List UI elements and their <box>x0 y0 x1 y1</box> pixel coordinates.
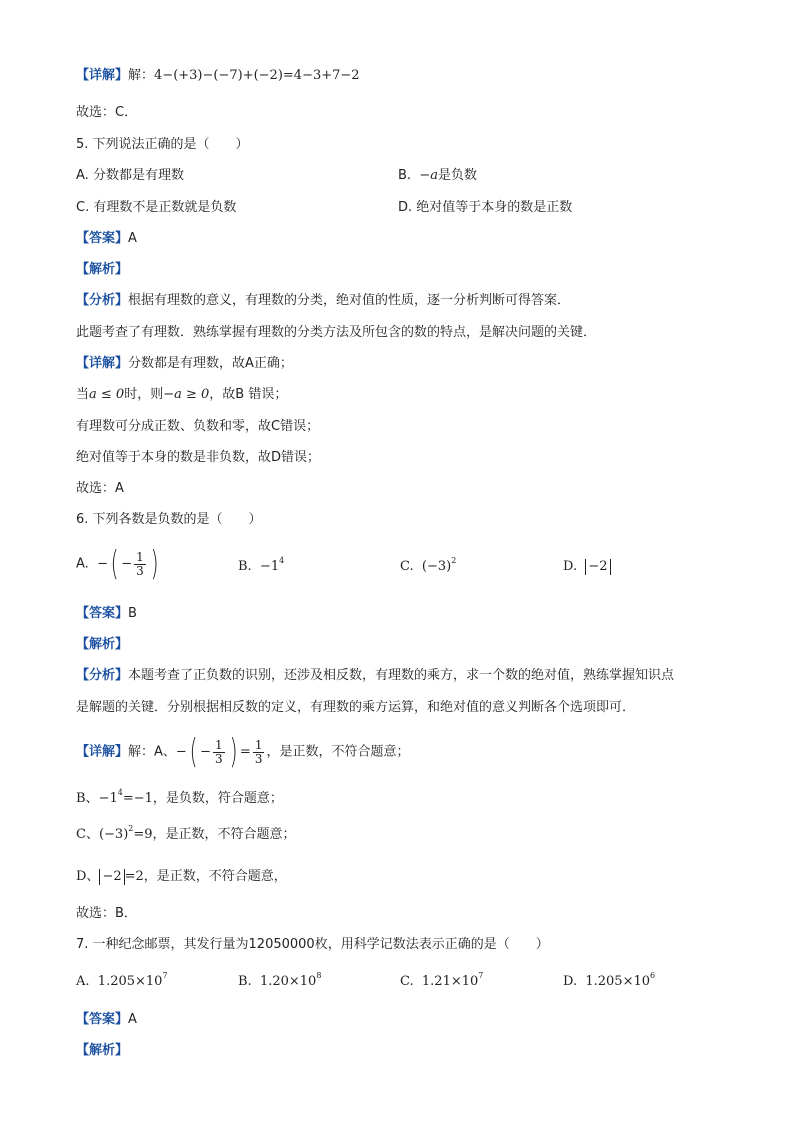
q5-conclusion: 故选：A <box>76 481 124 496</box>
neg-sign: − <box>97 556 108 572</box>
q7-answer: 【答案】A <box>76 1012 137 1027</box>
q6-stem: 6. 下列各数是负数的是（ ） <box>76 512 262 527</box>
detail-prefix: 解： <box>128 68 155 83</box>
detail-expression: 4−(+3)−(−7)+(−2)=4−3+7−2 <box>154 68 360 83</box>
q5-detail-c: 有理数可分成正数、负数和零，故C错误； <box>76 419 320 434</box>
q6-analysis-tag: 【解析】 <box>76 637 129 652</box>
q5-answer: 【答案】A <box>76 231 137 246</box>
q6-fenxi-1: 【分析】本题考查了正负数的识别，还涉及相反数，有理数的乘方，求一个数的绝对值，熟练掌握知识点 <box>76 668 675 683</box>
q6-fenxi-2: 是解题的关键．分别根据相反数的定义，有理数的乘方运算，和绝对值的意义判断各个选项即可． <box>76 700 636 715</box>
q6-option-a: A. −( − $\frac{1}{3}$ ) <box>76 544 159 584</box>
q5-option-a: A. 分数都是有理数 <box>76 168 184 183</box>
q7-option-d: D. $1.205\times 10^6$ <box>563 971 656 989</box>
q4-conclusion: 故选：C． <box>76 105 138 120</box>
q5-detail-b: 当a ≤ 0时，则−a ≥ 0，故B 错误； <box>76 387 288 402</box>
q7-stem: 7. 一种纪念邮票，其发行量为12050000枚，用科学记数法表示正确的是（ ） <box>76 937 549 952</box>
q6-option-b: B. $-1^4$ <box>238 556 285 574</box>
q6-answer: 【答案】B <box>76 606 137 621</box>
q6-conclusion: 故选：B． <box>76 906 137 921</box>
q7-option-a: A. $1.205\times 10^7$ <box>76 971 168 989</box>
q5-detail-a: 【详解】分数都是有理数，故A正确； <box>76 356 293 371</box>
q7-option-b: B. $1.20\times 10^8$ <box>238 971 322 989</box>
q5-analysis-tag: 【解析】 <box>76 262 129 277</box>
q5-detail-d: 绝对值等于本身的数是非负数，故D错误； <box>76 450 321 465</box>
q6-detail-a: 【详解】解：A、−( − $\frac{1}{3}$ ) = $\frac{1}{3}$ ，是正数，不符合题意； <box>76 732 410 772</box>
q6-detail-d: D、 −2 =2，是正数，不符合题意， <box>76 869 287 884</box>
q5-stem: 5. 下列说法正确的是（ ） <box>76 137 249 152</box>
q6-option-c: C. $(-3)^2$ <box>400 556 457 574</box>
q7-analysis-tag: 【解析】 <box>76 1043 129 1058</box>
q5-summary: 此题考查了有理数．熟练掌握有理数的分类方法及所包含的数的特点，是解决问题的关键． <box>76 325 597 340</box>
q6-detail-c: C、$(-3)^2=9$，是正数，不符合题意； <box>76 824 296 842</box>
q6-option-d: D. −2 <box>563 558 611 576</box>
q5-option-c: C. 有理数不是正数就是负数 <box>76 200 237 215</box>
fraction: $\frac{1}{3}$ <box>136 549 144 578</box>
detail-tag: 【详解】 <box>76 68 129 83</box>
q7-option-c: C. $1.21\times 10^7$ <box>400 971 484 989</box>
q4-detail-line <box>76 67 360 85</box>
q6-detail-b: B、$-1^4=-1$，是负数，符合题意； <box>76 788 283 806</box>
q5-option-b: B. −a是负数 <box>398 168 477 183</box>
q5-fenxi: 【分析】根据有理数的意义，有理数的分类，绝对值的性质，逐一分析判断可得答案． <box>76 293 571 308</box>
q5-option-d: D. 绝对值等于本身的数是正数 <box>398 200 573 215</box>
